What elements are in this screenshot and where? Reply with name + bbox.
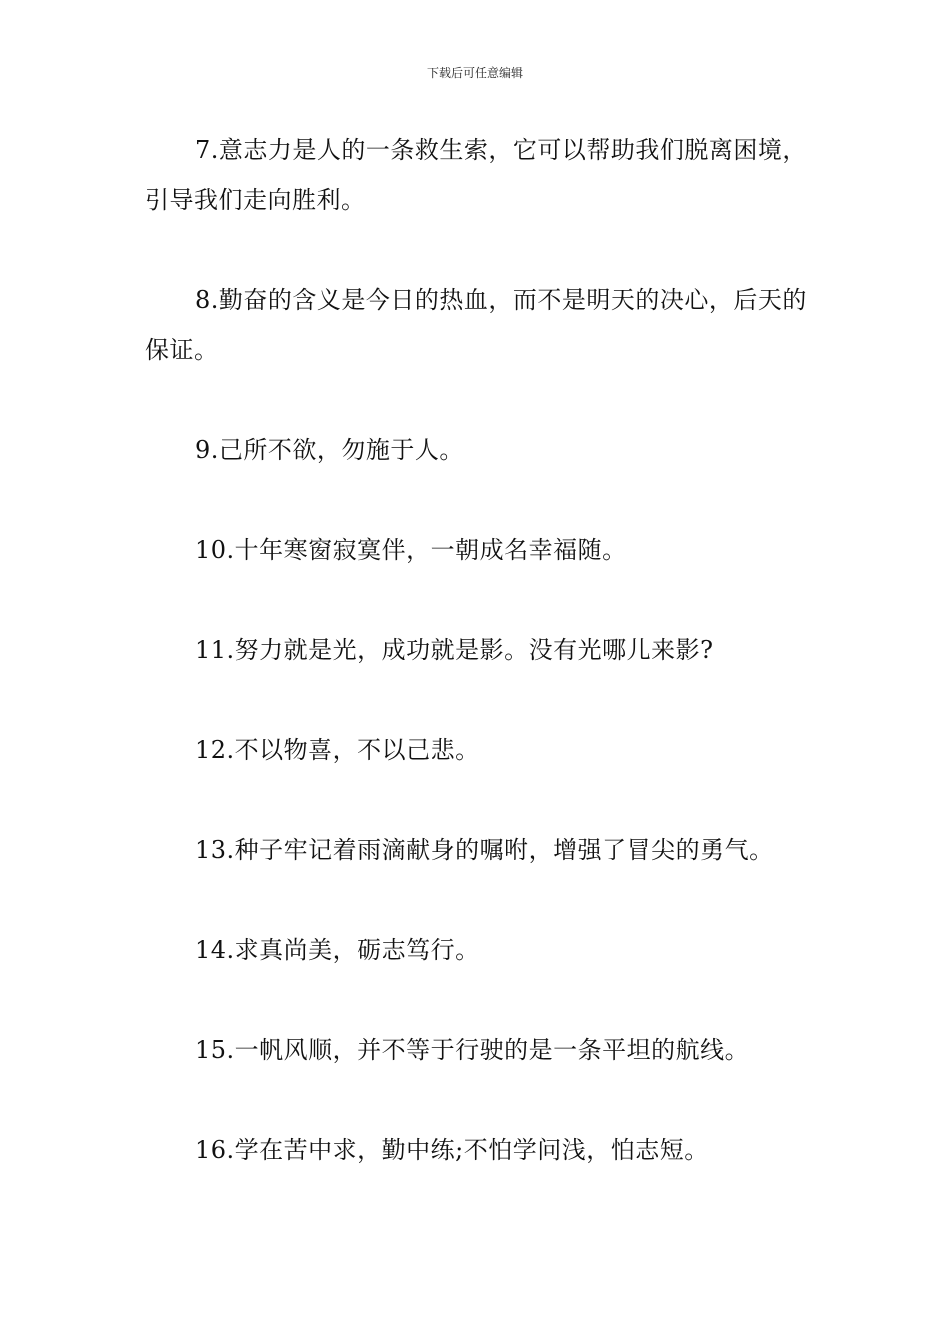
quote-item-14: 14.求真尚美，砺志笃行。 <box>195 936 480 964</box>
quote-item-7: 7.意志力是人的一条救生索，它可以帮助我们脱离困境，引导我们走向胜利。 <box>145 136 807 214</box>
quote-item-10: 10.十年寒窗寂寞伴，一朝成名幸福随。 <box>195 536 627 564</box>
quote-item-12: 12.不以物喜，不以己悲。 <box>195 736 480 764</box>
quote-item-16: 16.学在苦中求，勤中练;不怕学问浅，怕志短。 <box>195 1136 709 1164</box>
quote-item-13: 13.种子牢记着雨滴献身的嘱咐，增强了冒尖的勇气。 <box>195 836 774 864</box>
quote-item-9: 9.己所不欲，勿施于人。 <box>195 436 464 464</box>
quote-item-15: 15.一帆风顺，并不等于行驶的是一条平坦的航线。 <box>195 1036 750 1064</box>
page-header-note: 下载后可任意编辑 <box>426 66 523 80</box>
quote-item-11: 11.努力就是光，成功就是影。没有光哪儿来影? <box>195 636 714 664</box>
quote-item-8: 8.勤奋的含义是今日的热血，而不是明天的决心，后天的保证。 <box>145 286 807 364</box>
document-body <box>145 125 810 1225</box>
